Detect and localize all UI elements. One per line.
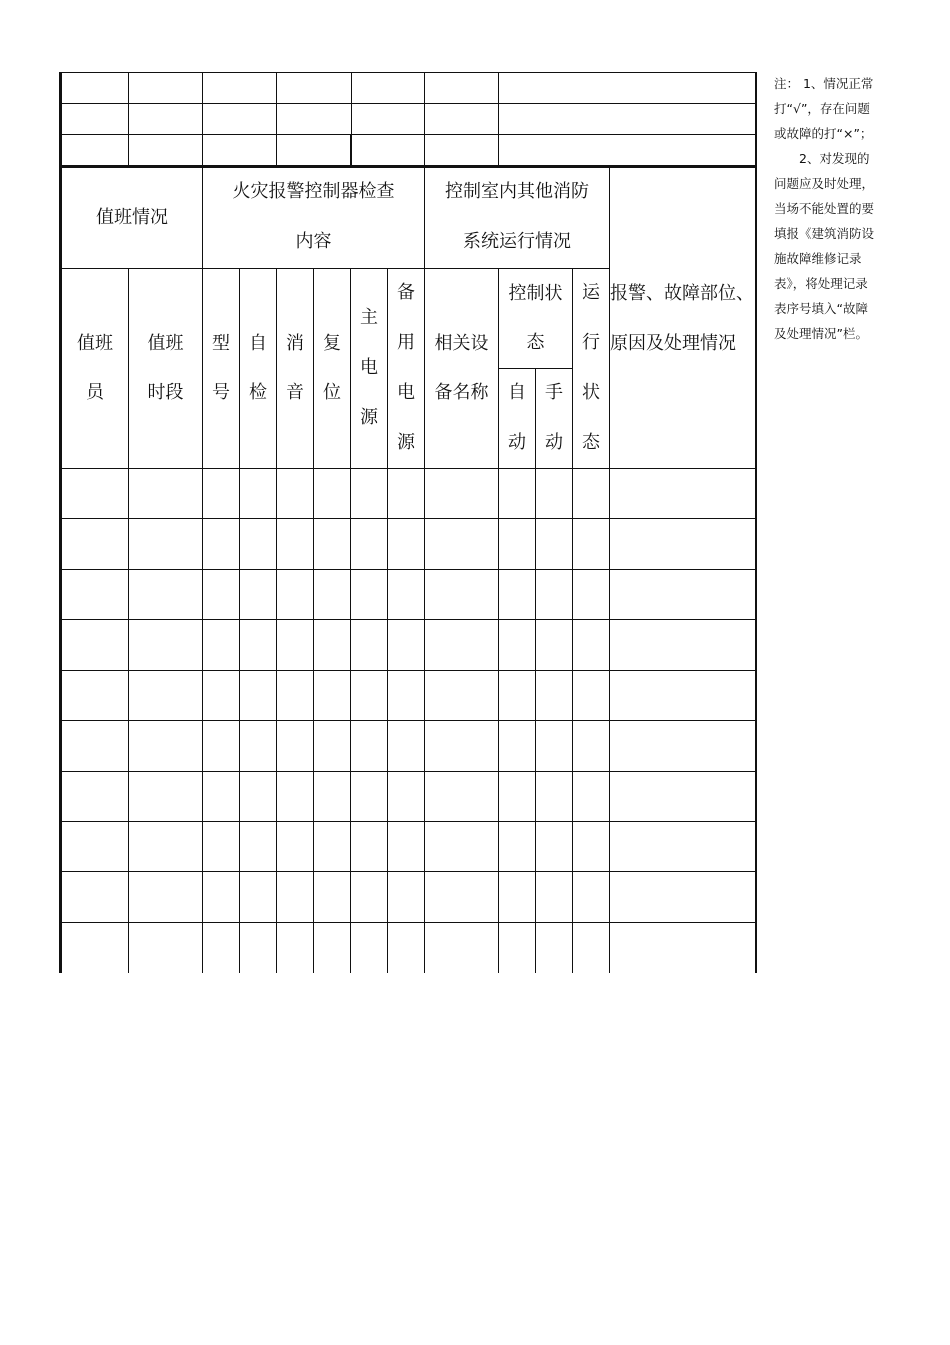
table-rule-v <box>202 72 203 165</box>
table-rule-v <box>128 72 129 165</box>
col-reset-line1: 复 <box>323 333 341 354</box>
table-rule-v <box>424 72 425 165</box>
table-rule <box>59 103 757 104</box>
col-main-power-line1: 主 <box>360 307 378 328</box>
col-run-status-line4: 态 <box>582 432 600 453</box>
note-line-1: 注： 1、情况正常打“√”，存在问题或故障的打“×”； <box>774 76 874 141</box>
col-auto-line1: 自 <box>508 382 526 403</box>
col-main-power-line3: 源 <box>360 407 378 428</box>
table-rule-v <box>202 168 203 973</box>
table-rule-v <box>351 72 352 134</box>
header-duty-status: 值班情况 <box>96 207 168 228</box>
col-related-device-line1: 相关设 <box>434 333 489 354</box>
col-self-check-line2: 检 <box>249 382 267 403</box>
col-duty-person-line2: 员 <box>86 382 104 403</box>
table-rule-v <box>350 134 352 165</box>
col-self-check-line1: 自 <box>249 333 267 354</box>
table-rule <box>59 569 757 570</box>
col-duty-period-line1: 值班 <box>147 333 184 354</box>
col-auto-line2: 动 <box>508 432 526 453</box>
header-fire-alarm-check-line2: 内容 <box>295 231 332 252</box>
col-backup-power-line2: 用 <box>397 332 415 353</box>
col-duty-period-line2: 时段 <box>147 382 184 403</box>
col-model-line1: 型 <box>212 333 230 354</box>
table-rule <box>59 922 757 923</box>
table-rule <box>59 134 757 135</box>
col-main-power-line2: 电 <box>360 357 378 378</box>
col-manual-line1: 手 <box>545 382 563 403</box>
table-rule <box>59 670 757 671</box>
col-related-device-line2: 备名称 <box>434 382 489 403</box>
table-rule <box>59 72 757 73</box>
col-control-status-line2: 态 <box>526 332 545 353</box>
col-duty-person-line1: 值班 <box>77 333 113 354</box>
col-control-status-line1: 控制状 <box>508 283 563 304</box>
col-run-status-line2: 行 <box>582 332 600 353</box>
table-rule <box>59 771 757 772</box>
col-run-status-line1: 运 <box>582 282 600 303</box>
table-rule-v <box>424 168 425 973</box>
col-run-status-line3: 状 <box>582 382 600 403</box>
col-silence-line1: 消 <box>286 333 304 354</box>
table-rule <box>59 871 757 872</box>
table-rule <box>59 821 757 822</box>
col-backup-power-line1: 备 <box>397 282 415 303</box>
table-border-right <box>755 72 757 973</box>
table-rule <box>59 468 757 469</box>
table-rule <box>59 619 757 620</box>
table-rule-v <box>276 72 277 165</box>
header-other-systems-line1: 控制室内其他消防 <box>445 181 589 202</box>
table-rule-v <box>498 72 499 165</box>
header-other-systems-line2: 系统运行情况 <box>463 231 571 252</box>
header-fire-alarm-check-line1: 火灾报警控制器检查 <box>232 181 395 202</box>
col-silence-line2: 音 <box>286 382 304 403</box>
header-alarm-fault-line1: 报警、故障部位、 <box>610 283 754 304</box>
header-alarm-fault-line2: 原因及处理情况 <box>610 333 736 354</box>
col-manual-line2: 动 <box>545 432 563 453</box>
side-note <box>774 71 878 346</box>
col-reset-line2: 位 <box>323 382 341 403</box>
col-model-line2: 号 <box>212 382 230 403</box>
table-rule <box>59 518 757 519</box>
table-rule <box>59 720 757 721</box>
col-backup-power-line3: 电 <box>397 382 415 403</box>
col-backup-power-line4: 源 <box>397 432 415 453</box>
note-line-2: 2、对发现的问题应及时处理， 当场不能处置的要填报《建筑消防设施故障维修记录表》，将处理记录表序号填入“故障及处理情况”栏。 <box>774 151 875 341</box>
